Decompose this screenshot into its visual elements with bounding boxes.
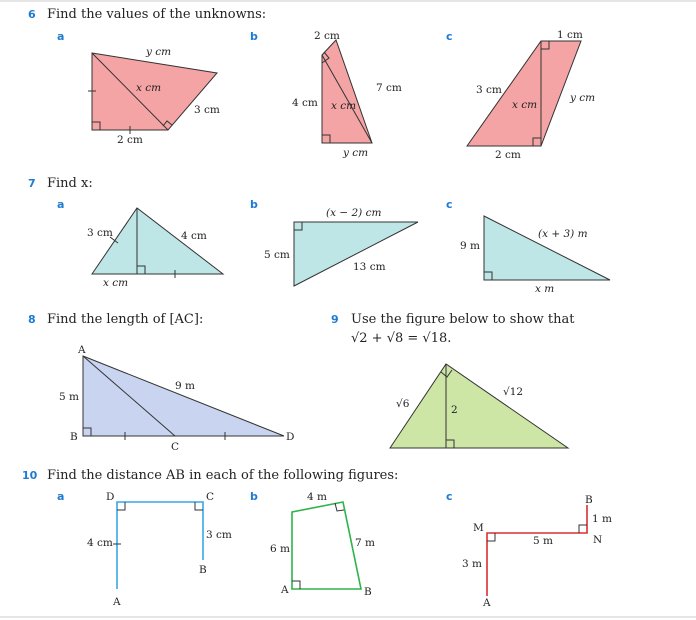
- q10c-top-label: 1 m: [592, 513, 612, 525]
- q10b-figure: [292, 502, 361, 589]
- q7b-hyp-label: 13 cm: [353, 261, 386, 273]
- q6b-top-label: 2 cm: [314, 30, 340, 42]
- q6a-bottom-label: 2 cm: [117, 134, 143, 146]
- q10b-point-b: B: [364, 586, 372, 598]
- q6-part-b: b: [250, 30, 258, 43]
- q10c-point-n: N: [593, 534, 603, 546]
- q7b-figure: [294, 222, 418, 286]
- q10c-point-m: M: [473, 522, 484, 534]
- q10a-point-c: C: [206, 491, 215, 503]
- q6a-top-label: y cm: [146, 46, 172, 58]
- q6c-mid-label: x cm: [512, 99, 538, 111]
- q8-hyp-label: 9 m: [175, 380, 195, 392]
- q6b-figure: [322, 40, 372, 143]
- q10c-point-a: A: [483, 597, 491, 609]
- q7a-bottom-label: x cm: [103, 277, 129, 289]
- q9-formula: √2 + √8 = √18.: [351, 331, 452, 346]
- q10b-top-label: 4 m: [307, 491, 327, 503]
- q10-text: Find the distance AB in each of the following figures:: [47, 468, 399, 483]
- q10c-left-label: 3 m: [462, 558, 482, 570]
- q10a-point-d: D: [106, 491, 115, 503]
- q7-part-b: b: [250, 198, 258, 211]
- q8-point-c: C: [171, 441, 180, 453]
- q8-point-d: D: [286, 431, 295, 443]
- bottom-rule: [0, 616, 696, 618]
- q7c-bottom-label: x m: [535, 283, 555, 295]
- q6c-left-label: 3 cm: [476, 84, 502, 96]
- q7a-left-label: 3 cm: [87, 227, 113, 239]
- q10b-point-a: A: [281, 584, 289, 596]
- q10c-point-b: B: [585, 494, 593, 506]
- q6-part-a: a: [57, 30, 65, 43]
- q10-part-a: a: [57, 490, 65, 503]
- q7-number: 7: [28, 177, 36, 190]
- q7a-right-label: 4 cm: [181, 230, 207, 242]
- q8-point-a: A: [78, 344, 86, 356]
- q10-part-c: c: [446, 490, 453, 503]
- q10c-figure: [487, 505, 587, 596]
- q6c-right-label: y cm: [570, 92, 596, 104]
- q10c-mid-label: 5 m: [533, 535, 553, 547]
- q7b-top-label: (x − 2) cm: [326, 207, 382, 219]
- q10a-point-a: A: [113, 596, 121, 608]
- q6a-diag-label: x cm: [136, 82, 162, 94]
- q9-left-label: √6: [396, 398, 410, 410]
- q7b-left-label: 5 cm: [264, 249, 290, 261]
- q6b-diag-label: x cm: [331, 100, 357, 112]
- q6-text: Find the values of the unknowns:: [47, 7, 267, 22]
- q9-text: Use the figure below to show that: [351, 312, 575, 327]
- q10b-left-label: 6 m: [270, 543, 290, 555]
- q10a-left-label: 4 cm: [87, 537, 113, 549]
- q8-point-b: B: [70, 431, 78, 443]
- q6a-right-label: 3 cm: [194, 104, 220, 116]
- q8-figure: [83, 356, 284, 440]
- q6c-bottom-label: 2 cm: [495, 149, 521, 161]
- q8-text: Find the length of [AC]:: [47, 312, 204, 327]
- q10a-point-b: B: [199, 564, 207, 576]
- q9-mid-label: 2: [451, 404, 458, 416]
- q10a-figure: [113, 502, 203, 589]
- q8-side-label: 5 m: [59, 391, 79, 403]
- q6c-top-label: 1 cm: [557, 29, 583, 41]
- q7c-figure: [484, 216, 610, 280]
- q9-figure: [390, 364, 568, 448]
- q10-part-b: b: [250, 490, 258, 503]
- q6-part-c: c: [446, 30, 453, 43]
- q7-part-c: c: [446, 198, 453, 211]
- q10-number: 10: [22, 469, 38, 482]
- q7c-hyp-label: (x + 3) m: [538, 228, 588, 240]
- q6b-left-label: 4 cm: [292, 97, 318, 109]
- q8-number: 8: [28, 313, 36, 326]
- q9-right-label: √12: [503, 386, 524, 398]
- q7-text: Find x:: [47, 176, 93, 191]
- q9-number: 9: [331, 313, 339, 326]
- q10b-right-label: 7 m: [355, 537, 375, 549]
- q7c-left-label: 9 m: [460, 240, 480, 252]
- q6b-bottom-label: y cm: [343, 147, 369, 159]
- q6b-right-label: 7 cm: [376, 82, 402, 94]
- q7a-figure: [92, 208, 223, 278]
- q10a-right-label: 3 cm: [206, 529, 232, 541]
- q7-part-a: a: [57, 198, 65, 211]
- q6-number: 6: [28, 8, 36, 21]
